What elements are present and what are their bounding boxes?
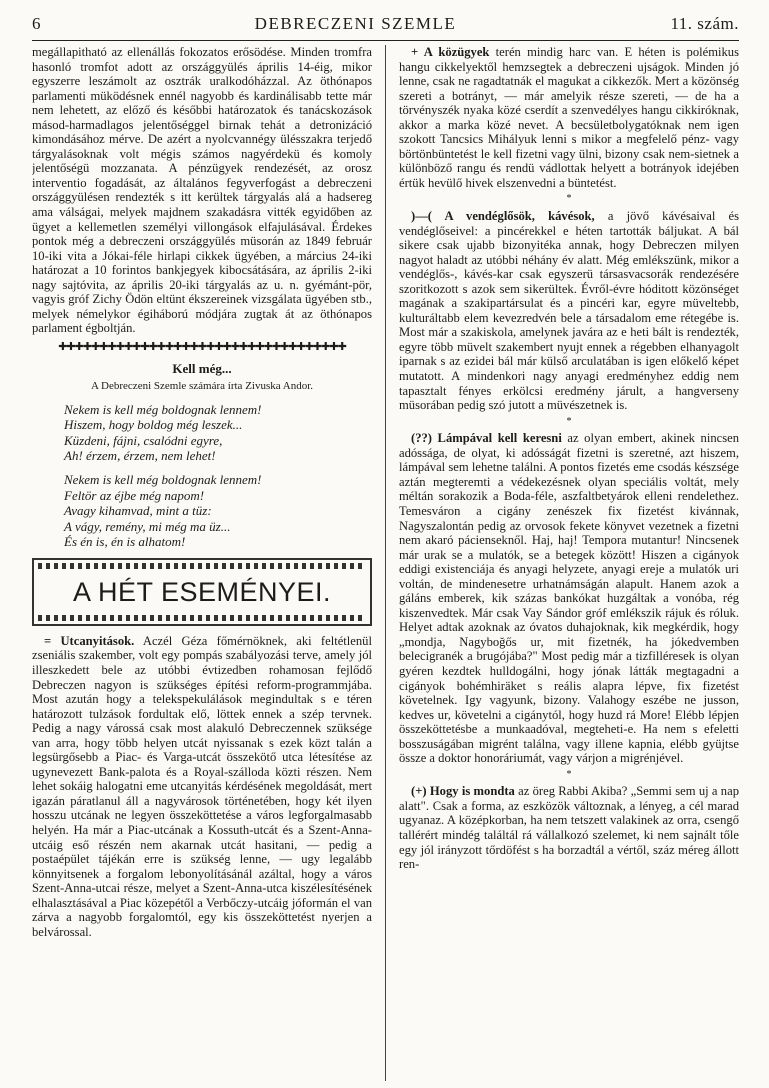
news-item-heading: (+) Hogy is mondta [411, 784, 515, 799]
poem-line: A vágy, remény, mi még ma üz... [64, 518, 231, 534]
news-item-kozugyek [399, 45, 739, 190]
news-item-hogy-is-mondta [399, 784, 739, 871]
columns [32, 45, 739, 1081]
news-item-heading: (??) Lámpával kell keresni [411, 431, 562, 446]
news-item-body: a jövő kávésaival és vendéglőseivel: a pincérekkel e héten tartották báljukat. A bál sikere csak ujabb bizonyitéka annak, hogy Debreczen milyen nagyot haladt az utóbbi néhány év alatt. Még emlékszünk, mikor a vendéglős-, kávés-kar csak egyszerü társasvacsorák rendezésére szoritkozott s azok sem sikerültek. Évről-évre hóditott közönséget magának a szakipartársulat és a pincéri kar, egyre müveltebb, kulturáltabb elem kevezredvén bele a társadalom eme rétegébe is. Most már a szakiskola, amelynek javára az e heti bált is rendezték, egyre több müvelt szakembert nyujt ennek a régebben elhanyagolt iparnak s az ezidei bál már külső arculatában is igen előkelő képet mutatott. A mindenkori nagy anyagi eredményhez eddig nem tapasztalt fényes erkölcsi eredmény járult, a hangverseny müsorában pedig szó jutott a müvészetnek is. [399, 209, 739, 413]
publication-title: DEBRECZENI SZEMLE [254, 14, 457, 33]
left-column [32, 45, 385, 1081]
poem-line: Feltör az éjbe még napom! [64, 487, 205, 503]
cross-divider: ✚✚✚✚✚✚✚✚✚✚✚✚✚✚✚✚✚✚✚✚✚✚✚✚✚✚✚✚✚✚✚✚✚✚✚ [58, 340, 346, 353]
poem-line: Küzdeni, fájni, csalódni egyre, [64, 432, 223, 448]
poem-line: Nekem is kell még boldognak lennem! [64, 401, 262, 417]
star-separator: * [566, 415, 572, 427]
poem-line: Ah! érzem, érzem, nem lehet! [64, 448, 216, 464]
poem-stanza-1 [64, 402, 372, 464]
news-item-body: az olyan embert, akinek nincsen adóssága, de olyat, ki adósságát fizetni is szeretné, azt hiszem, lámpával sem lehetne találni. A pontos fizetés eme csodás készsége aztán megteremti a védekezésnek olyan speciális voltát, mely méltán sorakozik a Boda-féle, aszfaltbetyárok elleni rendelethez. Temesváron a cigány zenészek fix fizetést kivánnak, Nagyszalontán pedig az orvosok fekete könyvet vezetnek a fizetni nem akaró pácienseknől. Haj, haj! Tempora mutantur! Nincsenek már urak se a mulatók, se a betegek között! Hiszen a cigányok eddigi existenciája és anyagi helyzete, anyagi ereje a mulatók uri voltán, de mindenesetre urhatnámságán alapult. Hanem azok a gáláns emberek, kik százas bankókat huzgáltak a vonóba, rég kiszenvedtek. Már csak Vay Sándor gróf emlékszik rájuk és róluk. Helyet adtak azoknak az óvatos duhajoknak, kik megkérdik, hogy „mondja, Nagyboğős ur, mit fizetnék, ha jókedvemben belecigranék a brugójába?" Most pedig már a tizfilléresek is olyan gyéren kezdtek hulldogálni, hogy jónak látták megtagadni a cigányok bohémhiräket s reális alapra lépve, fix fizetést követelnek. Igy vagyunk, bizony. Valahogy eszébe ne jusson, kedves ur, követelni a cigánytól, hogy huzd rá More! Elébb lépjen összeköttetésbe a munkaadóval, megteheti-e. Ha nem s efeletti bosszuságában migrént találna, vagy illene kapnia, elébb gyüjtse össze a doktor honoráriumát, vagy várjon a migrénjével. [399, 431, 739, 766]
news-item-heading: + A közügyek [411, 45, 490, 59]
star-separator: * [566, 193, 572, 205]
news-item-vendeglosok [399, 209, 739, 413]
news-item-body: az öreg Rabbi Akiba? „Semmi sem uj a nap alatt". Csak a forma, az eszközök változnak, a lényeg, a cél marad ugyanaz. A középkorban, ha nem tetszett valakinek az orra, csengő tallérért mindég találtál rá vállalkozó szelemet, ki nem sajnált tőle egy jól irányzott tőrdöfést s ha borzadtál a vértől, száz méreg állott ren- [399, 784, 739, 872]
poem-line: Avagy kihamvad, mint a tüz: [64, 503, 212, 519]
right-column [385, 45, 739, 1081]
poem-line: Hiszem, hogy boldog még leszek... [64, 417, 243, 433]
news-item-body: terén mindig harc van. E héten is polémikus hangu cikkelyektől hemzsegtek a debreczeni ujságok. Minden jó lenne, csak ne ragadtatnák el magukat a cikkezők. Mert a közönség szereti a botrányt, — már amelyik része szereti, — de ha a törvényszék nyaka közé cserdít a szenvedélyes hangu cikkiróknak, akkor a marka közé nevet. A becsületbolygatóknak nem igen szokott Tancsics Mihályuk lenni s mikor a megfelelő pénz- vagy börtönbüntetést le kell fizetni vagy ülni, bizony csak nem-sietnek a különböző rangu és rendü vádlottak helyett a botrányok idejében értük hevülő hivek elszenvedni a büntetést. [399, 45, 739, 190]
news-item-utcanyitasok [32, 634, 372, 939]
page-number: 6 [32, 14, 41, 33]
poem-title: Kell még... [172, 361, 232, 377]
issue-number: 11. szám. [670, 14, 739, 33]
poem-line: Nekem is kell még boldognak lennem! [64, 471, 262, 487]
poem-line: És én is, én is alhatom! [64, 534, 186, 550]
news-item-lampaval [399, 431, 739, 766]
section-banner-title: A HÉT ESEMÉNYEI. [72, 576, 332, 607]
section-banner [32, 558, 372, 626]
poem-byline: A Debreczeni Szemle számára írta Zivuska Andor. [90, 380, 314, 393]
article-continuation: megállapitható az ellenállás fokozatos erősödése. Minden tromfra hasonló tromfot adott az országgyülés április 14-éig, mikor egyszerre leszámolt az osztrák uralkodóházzal. Az öthónapos parlamenti müködésnek ennél nagyobb és kardinálisabb tette már nem lehetett, az előző és későbbi határozatok és tanácskozások másod-harmadlagos jelentőséggel birnak tehát a detronizáció kimondásához mérve. De azért a nyolcvannégy ülésszakra terjedő tárgyalásoknak volt mégis számos nagyérdekü és komoly jelentőségü mozzanata. A pénzügyek rendezését, az orosz interventio fogadását, az általános fegyverfogást a debreczeni országgyülésen rendezték s itt kerültek tárgyalás alá a hadsereg ama válságai, melyek majdnem szakadásra vitték egyidőben az ügyet a kellemetlen személyi villongások elfajulásával. Érdekes pontok még a debreczeni országgyülés müsorán az 1849 február 10-iki vita a Jókai-féle hirlapi cikkek ügyében, a március 24-iki határozat a 10 forintos bankjegyek kibocsátására, az április 2-iki nagy sajtóvita, az április 20-iki tárgyalás az u. n. gyémánt-pör, vagyis gróf Zichy Ödön eltünt ékszereinek vizsgálata ügyében stb., melyek némelykor égiháború módjára zugtak át az öthónapos parlament égboltján. [32, 45, 372, 336]
page-header [32, 14, 739, 38]
news-item-body: Aczél Géza főmérnöknek, aki feltétlenül zseniális szakember, volt egy pompás szabályozási terve, amely jól illeszkedett bele az utóbbi évtizedben rohamosan fejlődő Debreczen nagyon is szükséges építési reform-programmjába. Most azután hogy a telekspekulálások megindultak s e téren határozott tulzások fordultak elő, löttek ennek a szép tervnek. Pedig a nagy várossá csak most alakuló Debreczennek szüksége van arra, hogy több helyen utcát nyissanak s ezek közt talán a legsürgősebb a Piac- és Varga-utcát összekötő utca létesítése az ugynevezett Bank-palota és a Royal-szálloda közti részen. Nem lehet sokáig halogatni eme utcanyitás kérdésének megoldását, mert igazán páratlanul áll a nagyvárosok történetében, hogy két ilyen hosszu utcának ne legyen összeköttetése a város legforgalmasabb helyén. Ha már a Piac-utcának a Kossuth-utcát és a Szent-Anna-utcáig eső részén nem akarnak utcát hasitani, — pedig a postaépület tájékán erre is szükség lenne, — ugy legalább könnyitsenek a forgalom lebonyolításánál azáltal, hogy a város Szent-Anna-utcai része, melyet a Szent-Anna-utca kiszélesítésének elhalasztásával a Piac közepétől a Verbőczy-utcáig jóformán el van zárva a nagyobb forgalomtól, egy kis összeköttetést nyerjen a belvárossal. [32, 633, 372, 939]
news-item-heading: = Utcanyitások. [44, 633, 135, 648]
header-rule [32, 40, 739, 41]
news-item-heading: )—( A vendéglősök, kávésok, [411, 209, 595, 224]
poem-stanza-2 [64, 472, 372, 550]
star-separator: * [566, 768, 572, 780]
